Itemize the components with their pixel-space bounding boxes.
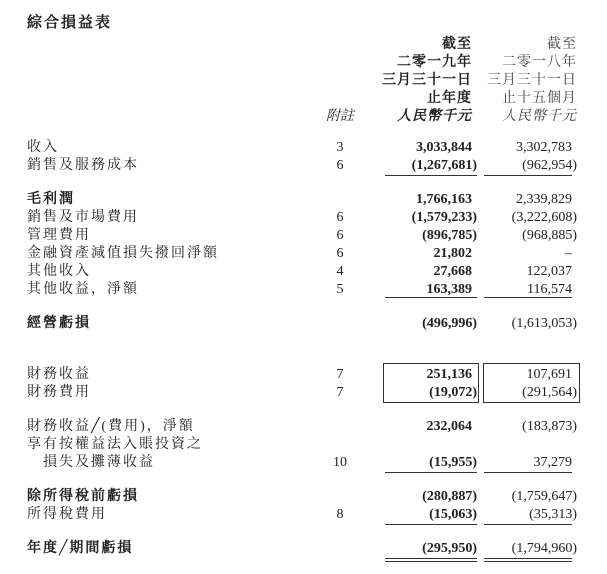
value-2019: (19,072) [429,385,477,400]
value-2018: (3,222,608) [511,210,577,225]
header-col2-line: 人民幣千元 [502,109,577,124]
header-col1-line: 截至 [442,37,472,52]
row-note: 4 [336,264,344,279]
value-2018: (962,954) [522,158,577,173]
value-2019: 163,389 [426,282,472,297]
underline-rule [484,175,572,176]
note-column-header: 附註 [326,109,354,124]
header-col2-line: 截至 [547,37,577,52]
header-col1-line: 二零一九年 [397,55,472,70]
row-label: 所得稅費用 [27,507,107,522]
underline-rule [385,524,477,525]
header-col2-line: 止十五個月 [502,91,577,106]
row-note: 6 [336,158,344,173]
header-col2-line: 二零一八年 [502,55,577,70]
underline-rule [484,561,572,562]
statement-title: 綜合損益表 [27,13,113,31]
value-2018: 3,302,783 [516,140,572,155]
row-label: 財務收益╱(費用)，淨額 [27,419,195,434]
value-2018: (968,885) [522,228,577,243]
value-2019: (1,579,233) [411,210,477,225]
value-2018: (35,313) [529,507,577,522]
row-label: 享有按權益法入賬投資之 [27,437,203,452]
row-note: 7 [336,367,344,382]
underline-rule [484,524,572,525]
row-note: 5 [336,282,344,297]
value-2018: (183,873) [522,419,577,434]
row-label: 財務費用 [27,385,91,400]
row-note: 6 [336,210,344,225]
header-col2-line: 三月三十一日 [487,73,577,88]
value-2019: 3,033,844 [416,140,472,155]
row-label: 收入 [27,140,59,155]
value-2018: 2,339,829 [516,192,572,207]
underline-rule [385,297,477,298]
row-label: 損失及攤薄收益 [27,455,155,470]
header-col1-line: 人民幣千元 [397,109,472,124]
value-2019: (896,785) [422,228,477,243]
value-2019: 27,668 [433,264,472,279]
row-label: 毛利潤 [27,192,75,207]
value-2018: (1,759,647) [511,489,577,504]
value-2018: (1,794,960) [511,541,577,556]
underline-rule [484,558,572,559]
underline-rule [385,472,477,473]
underline-rule [484,472,572,473]
finance-box [383,363,479,403]
value-2018: 122,037 [526,264,572,279]
value-2019: (280,887) [422,489,477,504]
value-2019: (15,063) [429,507,477,522]
value-2018: – [565,246,572,261]
row-label: 其他收益，淨額 [27,282,139,297]
value-2019: 232,064 [426,419,472,434]
value-2018: (1,613,053) [511,316,577,331]
row-label: 銷售及服務成本 [27,158,139,173]
value-2019: 1,766,163 [416,192,472,207]
underline-rule [385,175,477,176]
row-label: 經營虧損 [27,316,91,331]
finance-box [483,363,580,403]
row-label: 其他收入 [27,264,91,279]
row-label: 銷售及市場費用 [27,210,139,225]
value-2019: (496,996) [422,316,477,331]
value-2018: 116,574 [527,282,572,297]
underline-rule [484,297,572,298]
row-note: 3 [336,140,344,155]
row-note: 6 [336,246,344,261]
header-col1-line: 三月三十一日 [382,73,472,88]
row-label: 年度╱期間虧損 [27,541,134,556]
row-note: 10 [333,455,347,470]
value-2019: 251,136 [426,367,472,382]
underline-rule [385,558,477,559]
row-label: 除所得稅前虧損 [27,489,139,504]
row-label: 管理費用 [27,228,91,243]
row-label: 金融資產減值損失撥回淨額 [27,246,219,261]
value-2019: (295,950) [422,541,477,556]
header-col1-line: 止年度 [427,91,472,106]
value-2019: (1,267,681) [411,158,477,173]
value-2018: (291,564) [522,385,577,400]
value-2018: 107,691 [526,367,572,382]
row-note: 7 [336,385,344,400]
value-2019: (15,955) [429,455,477,470]
value-2019: 21,802 [433,246,472,261]
row-note: 8 [336,507,344,522]
underline-rule [385,561,477,562]
row-note: 6 [336,228,344,243]
value-2018: 37,279 [533,455,572,470]
row-label: 財務收益 [27,367,91,382]
